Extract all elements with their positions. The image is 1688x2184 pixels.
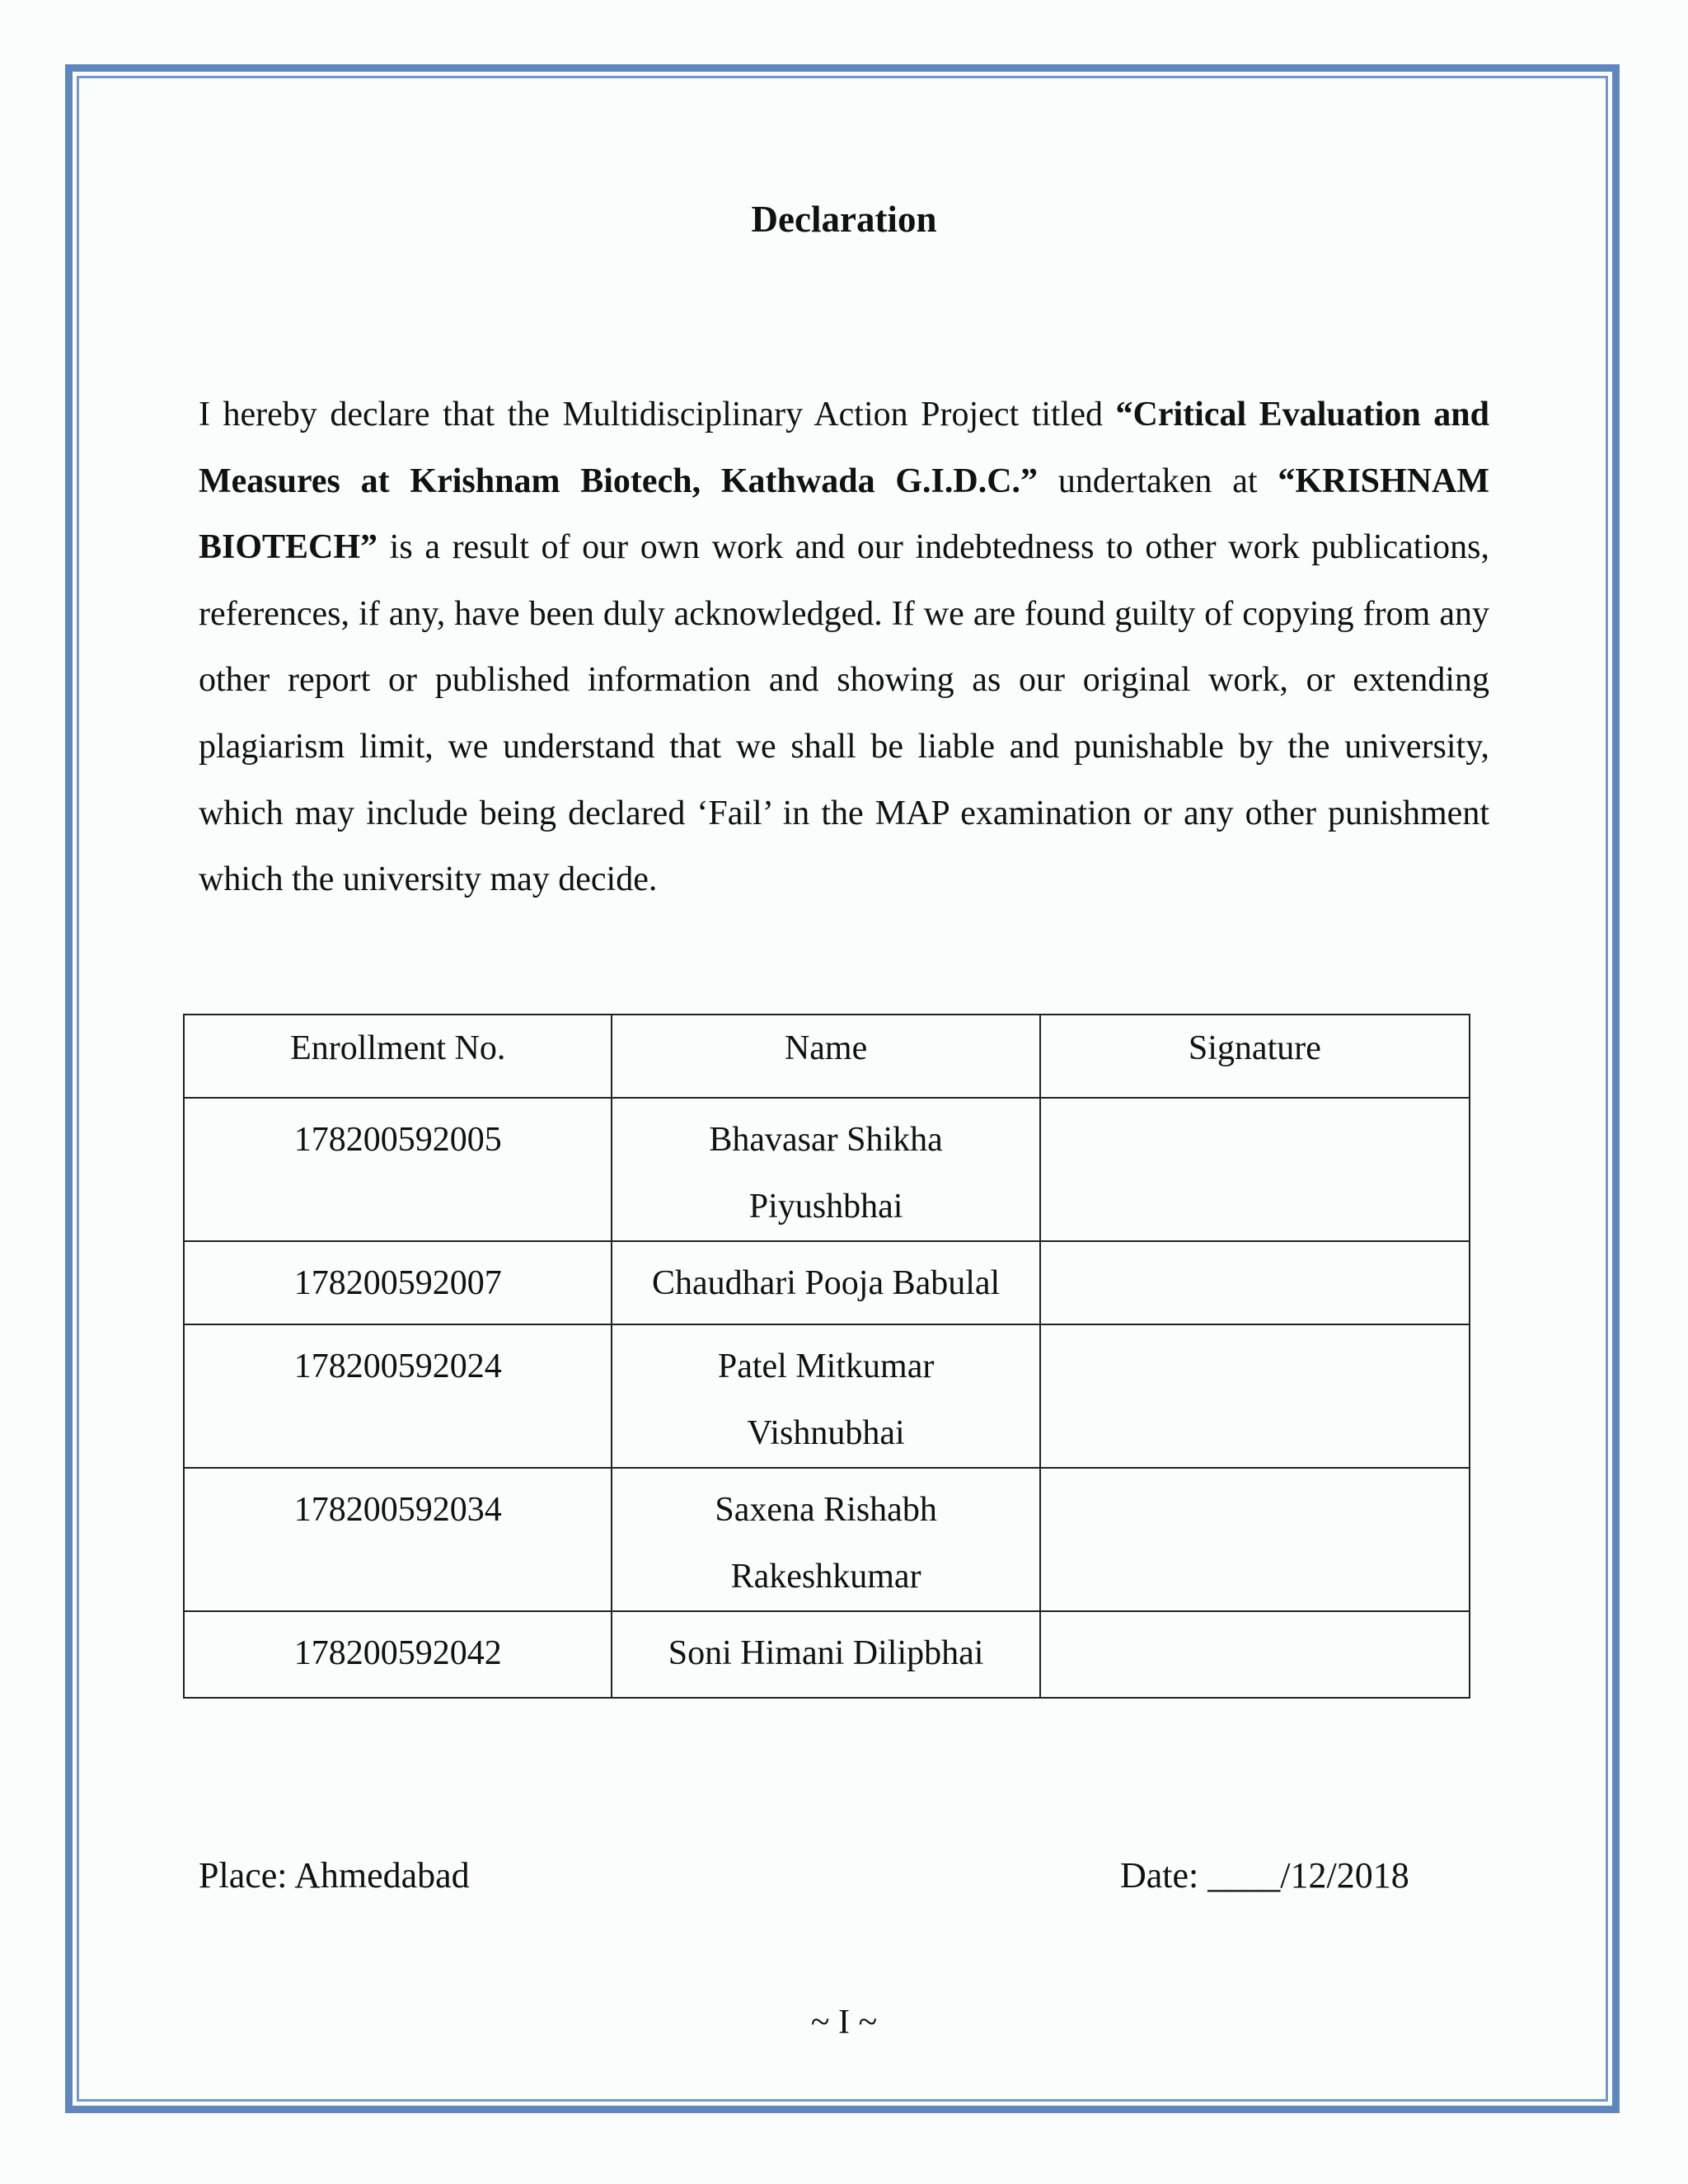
company-name: “KRISHNAM BIOTECH” — [199, 462, 1490, 567]
declaration-paragraph — [199, 382, 1489, 913]
name-line: Patel Mitkumar — [717, 1347, 935, 1385]
table-row — [184, 1241, 1470, 1324]
enrollment-cell: 178200592007 — [184, 1241, 612, 1324]
name-cell — [612, 1324, 1039, 1468]
name-line: Vishnubhai — [747, 1414, 905, 1452]
members-table — [183, 1014, 1470, 1699]
table-header-row — [184, 1015, 1470, 1098]
name-cell — [612, 1611, 1039, 1698]
name-line: Chaudhari Pooja Babulal — [651, 1264, 1001, 1302]
name-line: Piyushbhai — [748, 1188, 903, 1226]
enrollment-cell: 178200592042 — [184, 1611, 612, 1698]
page-title: Declaration — [751, 199, 937, 240]
enrollment-cell: 178200592024 — [184, 1324, 612, 1468]
declaration-text-part1: I hereby declare that the Multidisciplinary Action Project titled — [199, 396, 1116, 434]
name-cell — [612, 1098, 1039, 1241]
name-cell — [612, 1241, 1039, 1324]
name-line: Saxena Rishabh — [715, 1491, 937, 1529]
header-enrollment: Enrollment No. — [184, 1015, 612, 1098]
enrollment-cell: 178200592034 — [184, 1468, 612, 1611]
project-title: “Critical Evaluation and Measures at Krishnam Biotech, Kathwada G.I.D.C.” — [199, 396, 1489, 500]
table-row — [184, 1098, 1470, 1241]
signature-cell — [1040, 1611, 1470, 1698]
header-signature: Signature — [1040, 1015, 1470, 1098]
place-label: Place: Ahmedabad — [199, 1855, 470, 1896]
table-row — [184, 1468, 1470, 1611]
declaration-text-part2: undertaken at — [1038, 462, 1278, 500]
header-name: Name — [612, 1015, 1039, 1098]
date-label: Date: ____/12/2018 — [1120, 1855, 1409, 1896]
signature-cell — [1040, 1241, 1470, 1324]
declaration-text-part3: is a result of our own work and our indebtedness to other work publications, references, if any, have been duly acknowledged. If we are found guilty of copying from any other report or published information and showing as our original work, or extending plagiarism limit, we understand that we shall be liable and punishable by the university, which may include being declared ‘Fail’ in the MAP examination or any other punishment which the university may decide. — [199, 528, 1489, 899]
table-row — [184, 1611, 1470, 1698]
enrollment-cell: 178200592005 — [184, 1098, 612, 1241]
name-line: Soni Himani Dilipbhai — [668, 1634, 984, 1672]
table-row — [184, 1324, 1470, 1468]
name-cell — [612, 1468, 1039, 1611]
signature-cell — [1040, 1098, 1470, 1241]
signature-cell — [1040, 1468, 1470, 1611]
signature-cell — [1040, 1324, 1470, 1468]
name-line: Rakeshkumar — [730, 1558, 921, 1596]
name-line: Bhavasar Shikha — [709, 1121, 943, 1159]
page-number: ~ I ~ — [810, 2004, 878, 2041]
